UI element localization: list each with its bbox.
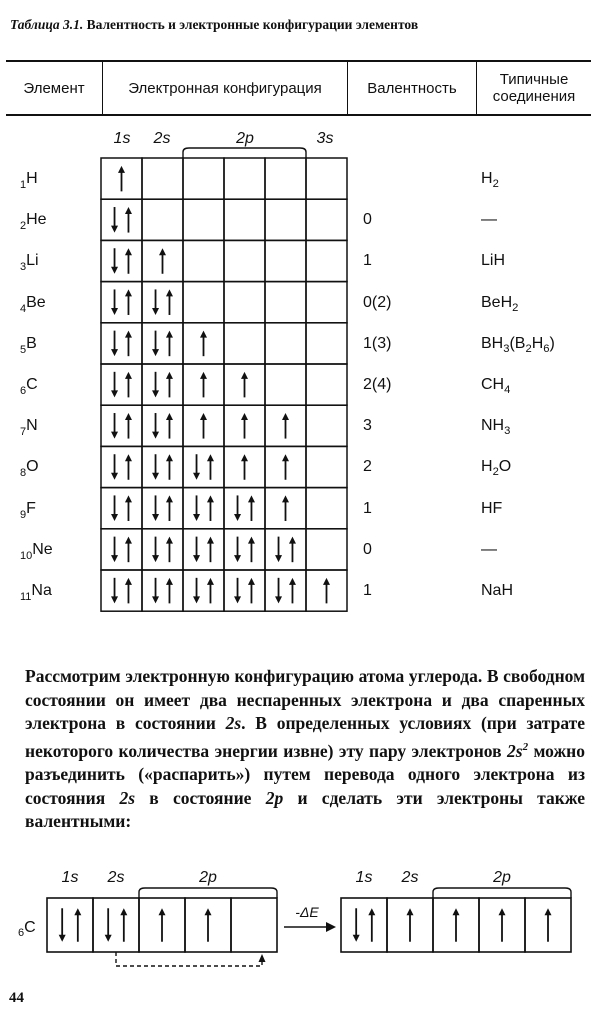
orbital-cell bbox=[101, 529, 142, 570]
orbital-cell bbox=[306, 529, 347, 570]
orbital-cell bbox=[306, 488, 347, 529]
symbol: Na bbox=[31, 582, 52, 599]
orbital-cell bbox=[224, 529, 265, 570]
symbol: He bbox=[26, 211, 47, 229]
orbital-cell bbox=[224, 199, 265, 240]
caption-label: Таблица 3.1. bbox=[10, 17, 84, 32]
valence-value: 1 bbox=[363, 252, 372, 270]
orbital-cell bbox=[265, 158, 306, 199]
orbital-cell bbox=[265, 199, 306, 240]
orbital-cell bbox=[224, 323, 265, 364]
compound-formula: — bbox=[481, 211, 497, 229]
orbital-cell bbox=[142, 488, 183, 529]
valence-value: 0 bbox=[363, 211, 372, 229]
element-symbol bbox=[20, 334, 37, 356]
compound-formula: — bbox=[481, 540, 497, 558]
orbital-cell bbox=[142, 158, 183, 199]
element-symbol bbox=[20, 499, 36, 521]
orbital-cell bbox=[142, 364, 183, 405]
valence-value: 1 bbox=[363, 499, 372, 517]
orbital-cell bbox=[183, 446, 224, 487]
orbital-cell bbox=[224, 240, 265, 281]
valence-value: 0 bbox=[363, 540, 372, 558]
symbol: Li bbox=[26, 252, 39, 270]
atomic-number: 11 bbox=[20, 591, 32, 603]
orbital-cell bbox=[183, 529, 224, 570]
orbital-cell bbox=[224, 158, 265, 199]
orbital-cell bbox=[265, 364, 306, 405]
compound-formula: NaH bbox=[481, 582, 514, 599]
element-symbol bbox=[20, 540, 53, 562]
orbital-cell bbox=[224, 570, 265, 611]
atomic-number: 8 bbox=[20, 467, 27, 480]
orbital-cell bbox=[306, 282, 347, 323]
header-compounds-line1: Типичные bbox=[499, 71, 569, 88]
valence-value: 3 bbox=[363, 417, 372, 435]
orbital-cell bbox=[224, 282, 265, 323]
atomic-number: 7 bbox=[20, 426, 27, 439]
orbital-cell bbox=[183, 282, 224, 323]
compound-formula: $BH_3(B_2H_6)$ bbox=[481, 334, 555, 355]
table-row bbox=[101, 323, 347, 364]
atomic-number: 9 bbox=[20, 508, 27, 521]
electron-transfer-path bbox=[116, 952, 262, 966]
orbital-cell bbox=[142, 405, 183, 446]
header-element: Элемент bbox=[23, 79, 85, 97]
symbol: F bbox=[26, 499, 36, 517]
orbital-cell bbox=[306, 158, 347, 199]
orbital-cell bbox=[101, 323, 142, 364]
header-valence: Валентность bbox=[367, 79, 457, 97]
valence-value: 0(2) bbox=[363, 293, 392, 311]
atomic-number: 1 bbox=[20, 179, 27, 191]
atomic-number: 10 bbox=[20, 549, 33, 562]
valence-value: 2(4) bbox=[363, 376, 392, 393]
orbital-cell bbox=[183, 240, 224, 281]
orbital-cell bbox=[101, 405, 142, 446]
orbital-cell bbox=[142, 282, 183, 323]
orbital-cell bbox=[306, 323, 347, 364]
orbital-cell bbox=[265, 282, 306, 323]
element-symbol bbox=[20, 293, 46, 315]
atomic-number: 5 bbox=[20, 343, 27, 356]
orbital-cell bbox=[142, 199, 183, 240]
orbital-label-1s: 1s bbox=[355, 869, 373, 886]
table-row bbox=[101, 282, 347, 323]
orbital-label-2p: 2p bbox=[236, 130, 254, 147]
valence-value: 1(3) bbox=[363, 334, 392, 352]
orbital-cell bbox=[265, 570, 306, 611]
orbital-label-2p: 2p bbox=[493, 869, 511, 886]
compound-formula: $CH_4$ bbox=[481, 376, 511, 396]
compound-formula: LiH bbox=[481, 252, 506, 270]
orbital-label-1s: 1s bbox=[113, 130, 131, 147]
orbital-cell bbox=[47, 898, 93, 952]
symbol: O bbox=[26, 458, 39, 476]
orbital-cell bbox=[306, 405, 347, 446]
atomic-number: 4 bbox=[20, 302, 27, 315]
orbital-cell bbox=[341, 898, 387, 952]
orbital-cell bbox=[265, 323, 306, 364]
excited-state-config bbox=[341, 869, 571, 952]
orbital-cell bbox=[142, 323, 183, 364]
symbol: Be bbox=[26, 293, 46, 311]
compound-formula: $NH_3$ bbox=[481, 417, 511, 438]
orbital-label-2p: 2p bbox=[199, 869, 217, 886]
reaction-arrowhead bbox=[326, 922, 336, 932]
element-symbol bbox=[20, 252, 39, 274]
bracket-2p bbox=[433, 888, 571, 898]
orbital-cell bbox=[306, 364, 347, 405]
orbital-cell bbox=[101, 199, 142, 240]
element-symbol bbox=[20, 458, 39, 480]
orbital-cell bbox=[142, 529, 183, 570]
orbital-label-2s: 2s bbox=[401, 869, 419, 886]
table-row bbox=[101, 199, 347, 240]
orbital-label-3s: 3s bbox=[316, 130, 334, 147]
orbital-cell bbox=[306, 240, 347, 281]
orbital-cell bbox=[265, 240, 306, 281]
valence-value: 1 bbox=[363, 582, 372, 599]
atomic-number: 6 bbox=[20, 385, 27, 397]
header-config: Электронная конфигурация bbox=[128, 79, 322, 97]
orbital-cell bbox=[101, 282, 142, 323]
symbol: N bbox=[26, 417, 38, 435]
orbital-cell bbox=[101, 570, 142, 611]
orbital-cell bbox=[101, 240, 142, 281]
orbital-cell bbox=[142, 570, 183, 611]
orbital-cell bbox=[101, 488, 142, 529]
bracket-2p bbox=[183, 148, 306, 158]
energy-label: -ΔE bbox=[295, 904, 319, 920]
body-paragraph: Рассмотрим электронную конфигурацию атома углерода. В свободном состоянии он имеет два неспаренных электрона и два спаренных электрона в состоянии 2s. В определенных условиях (при затрате некоторого количества энергии извне) эту пару электронов $2s^2$ можно разъединить («распарить») путем перевода одного электрона из состояния 2s в состояние 2p и сделать эти электроны также валентными: bbox=[25, 666, 586, 832]
table-row bbox=[101, 488, 347, 529]
orbital-cell bbox=[306, 199, 347, 240]
orbital-label-2s: 2s bbox=[107, 869, 125, 886]
valence-value: 2 bbox=[363, 458, 372, 476]
table-row bbox=[101, 529, 347, 570]
compound-formula: $H_2$ bbox=[481, 170, 499, 190]
table-row bbox=[101, 570, 347, 611]
symbol: Ne bbox=[32, 540, 53, 558]
orbital-cell bbox=[142, 446, 183, 487]
compound-formula: HF bbox=[481, 499, 503, 517]
atomic-number: 2 bbox=[20, 220, 27, 233]
element-symbol bbox=[20, 376, 38, 397]
bracket-2p bbox=[139, 888, 277, 898]
orbital-label-1s: 1s bbox=[61, 869, 79, 886]
header-compounds-line2: соединения bbox=[492, 88, 576, 105]
element-symbol bbox=[20, 417, 38, 439]
element-symbol bbox=[20, 170, 38, 191]
orbital-cell bbox=[183, 570, 224, 611]
orbital-cell bbox=[93, 898, 139, 952]
ground-state-config bbox=[47, 869, 277, 952]
compound-formula: BeH$_2$ bbox=[481, 293, 519, 314]
table-row bbox=[101, 405, 347, 446]
caption-title: Валентность и электронные конфигурации элементов bbox=[86, 17, 419, 32]
orbital-label-2s: 2s bbox=[153, 130, 171, 147]
orbital-cell bbox=[183, 488, 224, 529]
symbol: H bbox=[26, 170, 38, 187]
atomic-number: 3 bbox=[20, 261, 27, 274]
symbol: C bbox=[26, 376, 38, 393]
diagram-atom-symbol: $_6$C bbox=[18, 919, 36, 939]
orbital-cell bbox=[101, 446, 142, 487]
table-row bbox=[101, 364, 347, 405]
table-row bbox=[101, 446, 347, 487]
orbital-cell bbox=[101, 364, 142, 405]
table-row bbox=[101, 240, 347, 281]
compound-formula: $H_2O$ bbox=[481, 458, 512, 479]
page-number: 44 bbox=[9, 990, 24, 1006]
element-symbol bbox=[20, 211, 47, 233]
orbital-cell bbox=[306, 446, 347, 487]
orbital-cell bbox=[183, 158, 224, 199]
symbol: B bbox=[26, 334, 37, 352]
orbital-cell bbox=[265, 529, 306, 570]
element-symbol bbox=[20, 582, 52, 603]
table-row bbox=[101, 158, 347, 199]
orbital-cell bbox=[224, 488, 265, 529]
orbital-cell bbox=[183, 199, 224, 240]
orbital-cell bbox=[231, 898, 277, 952]
electron-transfer-arrowhead bbox=[259, 954, 266, 962]
